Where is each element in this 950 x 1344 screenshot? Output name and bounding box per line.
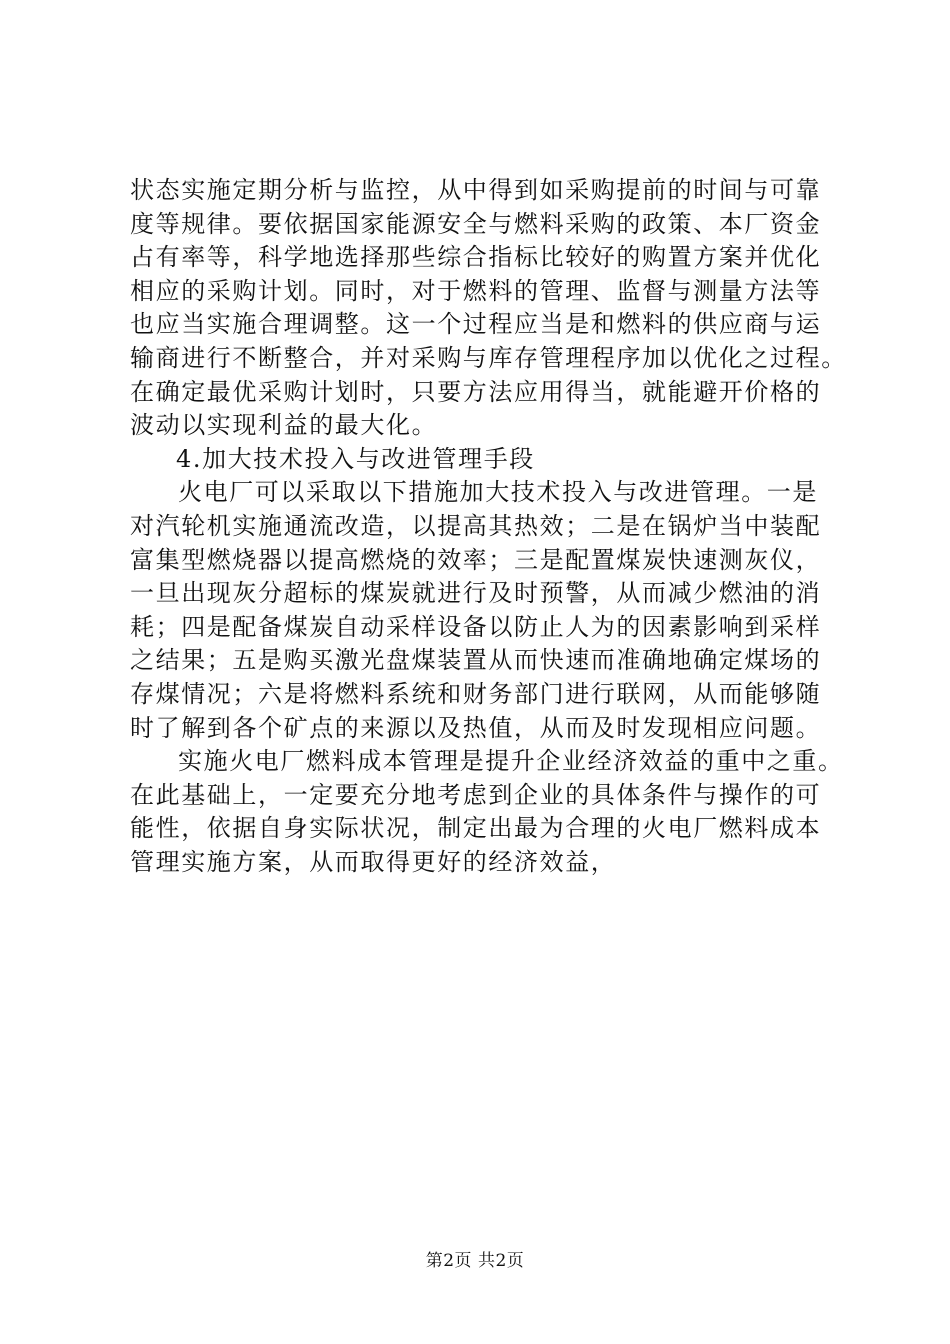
text-line: 耗；四是配备煤炭自动采样设备以防止人为的因素影响到采样 [130, 612, 822, 641]
text-line: 能性，依据自身实际状况，制定出最为合理的火电厂燃料成本 [130, 814, 822, 843]
text-line: 火电厂可以采取以下措施加大技术投入与改进管理。一是 [178, 478, 818, 507]
text-line: 富集型燃烧器以提高燃烧的效率；三是配置煤炭快速测灰仪， [130, 545, 822, 574]
text-line: 度等规律。要依据国家能源安全与燃料采购的政策、本厂资金 [130, 209, 822, 238]
heading-text: 4.加大技术投入与改进管理手段 [176, 444, 535, 473]
text-line: 在此基础上，一定要充分地考虑到企业的具体条件与操作的可 [130, 780, 822, 809]
text-line: 管理实施方案，从而取得更好的经济效益， [130, 847, 617, 876]
text-line: 在确定最优采购计划时，只要方法应用得当，就能避开价格的 [130, 377, 822, 406]
text-line: 实施火电厂燃料成本管理是提升企业经济效益的重中之重。 [178, 747, 844, 776]
text-line: 状态实施定期分析与监控，从中得到如采购提前的时间与可靠 [130, 176, 822, 204]
page-number-label: 第2页 共2页 [425, 1251, 525, 1271]
text-line: 输商进行不断整合，并对采购与库存管理程序加以优化之过程。 [130, 343, 847, 372]
page-footer [0, 1246, 950, 1271]
text-line: 时了解到各个矿点的来源以及热值，从而及时发现相应问题。 [130, 713, 822, 742]
text-line: 占有率等，科学地选择那些综合指标比较好的购置方案并优化 [130, 243, 822, 272]
section-heading [130, 443, 830, 477]
text-line: 一旦出现灰分超标的煤炭就进行及时预警，从而减少燃油的消 [130, 579, 822, 608]
text-line: 对汽轮机实施通流改造，以提高其热效；二是在锅炉当中装配 [130, 511, 822, 540]
text-line: 之结果；五是购买激光盘煤装置从而快速而准确地确定煤场的 [130, 646, 822, 675]
text-line: 波动以实现利益的最大化。 [130, 411, 438, 440]
paragraph-conclusion [130, 745, 844, 879]
text-line: 相应的采购计划。同时，对于燃料的管理、监督与测量方法等 [130, 276, 822, 305]
text-line: 也应当实施合理调整。这一个过程应当是和燃料的供应商与运 [130, 310, 822, 339]
body-text [130, 174, 847, 879]
text-line: 存煤情况；六是将燃料系统和财务部门进行联网，从而能够随 [130, 679, 822, 708]
paragraph-measures [130, 476, 830, 745]
paragraph-continuation [130, 174, 847, 443]
